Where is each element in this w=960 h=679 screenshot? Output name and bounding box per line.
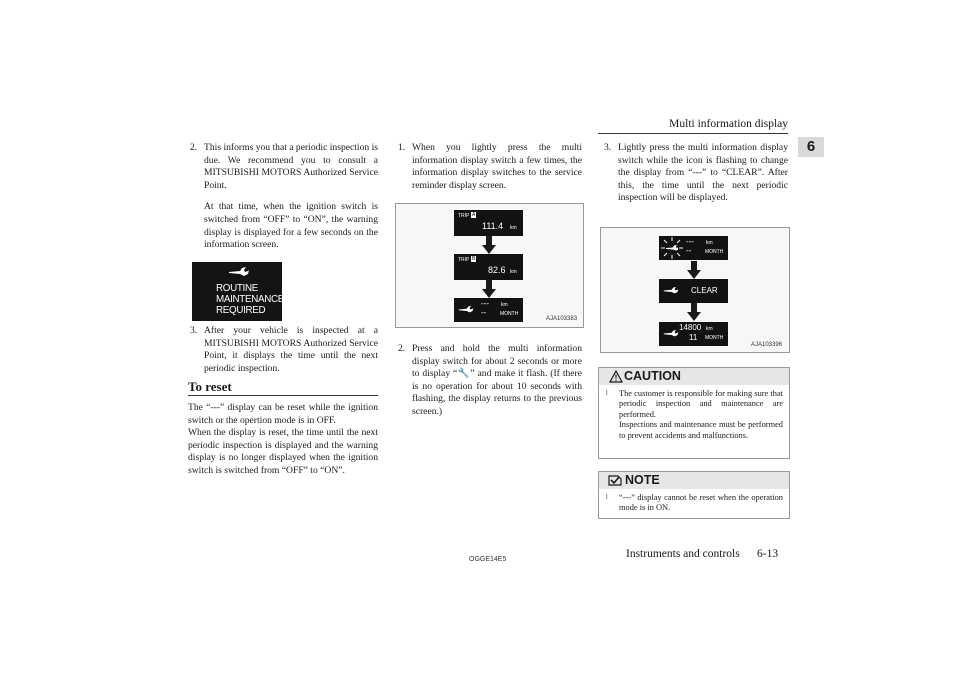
figure-code: AJA103383 <box>546 316 578 322</box>
middle-column <box>396 142 582 192</box>
wrench-icon <box>663 286 679 295</box>
month-dashes: -- <box>686 246 692 255</box>
service-reminder-screen <box>454 298 523 322</box>
note-icon <box>607 474 623 487</box>
step-number: 3. <box>190 325 198 336</box>
trip-a-value: 111.4 <box>482 221 504 231</box>
wrench-icon <box>458 305 474 314</box>
caution-title: CAUTION <box>624 369 681 383</box>
wrench-icon <box>228 266 250 278</box>
step-3 <box>188 325 378 375</box>
distance-dashes: --- <box>481 299 489 308</box>
wrench-icon <box>663 329 679 338</box>
step-text: Press and hold the multi information display switch for about 2 seconds or more to display “🔧” and make it flash. (If there is no operation for about 10 seconds with flashing, the display returns to the previous screen.) <box>412 343 582 417</box>
arrow-down-icon <box>482 236 496 254</box>
arrow-down-icon <box>687 261 701 279</box>
caution-header <box>599 368 789 385</box>
caution-box <box>598 367 790 459</box>
footer-section: Instruments and controls <box>626 548 740 560</box>
month-dashes: -- <box>481 308 487 317</box>
maintenance-warning-screen <box>192 262 285 321</box>
right-column <box>602 142 788 205</box>
chapter-tab <box>798 137 824 157</box>
km-unit: km <box>706 326 713 332</box>
flashing-wrench-icon <box>661 237 683 259</box>
warning-triangle-icon <box>609 370 623 383</box>
step-number: 1. <box>398 142 406 153</box>
step-text: Lightly press the multi information display switch while the icon is flashing to change the display from “---” to “CLEAR”. After this, the time until the next periodic inspection will be displayed. <box>618 142 788 204</box>
arrow-down-icon <box>482 280 496 298</box>
page-number: 6-13 <box>757 548 779 560</box>
trip-b-label: TRIP <box>458 257 470 263</box>
reset-paragraph-2: When the display is reset, the time until the next periodic inspection is displayed and the warning display is no longer displayed when the ignition switch is switched from “OFF” to “ON”. <box>188 427 378 476</box>
step-3 <box>602 142 788 205</box>
step-text: After your vehicle is inspected at a MITSUBISHI MOTORS Authorized Service Point, it displays the time until the next periodic inspection. <box>204 325 378 374</box>
month-unit: MONTH <box>500 311 519 317</box>
step-number: 2. <box>190 142 198 153</box>
caution-text: The customer is responsible for making sure that periodic inspection and maintenance are performed. <box>619 389 783 419</box>
warning-line-3: REQUIRED <box>216 305 266 316</box>
flashing-reminder-screen <box>659 236 728 260</box>
reset-figure <box>600 227 790 353</box>
warning-line-2: MAINTENANCE <box>216 294 285 305</box>
step-text: This informs you that a periodic inspection is due. We recommend you to consult a MITSUBISHI MOTORS Authorized Service Point. <box>204 142 378 191</box>
distance-value: 14800 <box>679 323 702 332</box>
step-text-continued: At that time, when the ignition switch is switched from “OFF” to “ON”, the warning display is displayed for a few seconds on the information screen. <box>204 201 378 251</box>
note-text: “---” display cannot be reset when the operation mode is in ON. <box>619 493 783 513</box>
running-header: Multi information display <box>669 118 788 130</box>
step-number: 3. <box>604 142 612 153</box>
clear-screen <box>659 279 728 303</box>
left-column-lower <box>188 325 378 478</box>
header-rule <box>598 133 788 134</box>
trip-b-screen <box>454 254 523 280</box>
caution-body <box>599 385 789 447</box>
arrow-down-icon <box>687 303 701 321</box>
document-code: OGGE14E5 <box>469 556 507 563</box>
step-number: 2. <box>398 343 406 354</box>
step-text: When you lightly press the multi information display switch a few times, the information display switches to the service reminder display screen. <box>412 142 582 191</box>
month-unit: MONTH <box>705 249 724 255</box>
trip-b-badge: B <box>472 256 476 262</box>
trip-a-screen <box>454 210 523 236</box>
clear-label: CLEAR <box>691 286 718 295</box>
left-column <box>188 142 378 252</box>
km-unit: km <box>706 240 713 246</box>
trip-a-badge: A <box>472 212 476 218</box>
figure-code: AJA103396 <box>751 342 783 348</box>
service-reminder-figure <box>395 203 584 328</box>
section-title: To reset <box>188 381 378 396</box>
step-2 <box>188 142 378 252</box>
note-box <box>598 471 790 519</box>
step-2 <box>396 343 582 419</box>
bullet: l <box>606 390 608 397</box>
step-1 <box>396 142 582 192</box>
months-value: 11 <box>689 333 698 342</box>
note-title: NOTE <box>625 473 660 487</box>
trip-a-unit: km <box>510 225 517 231</box>
next-inspection-screen <box>659 322 728 346</box>
middle-column-lower <box>396 343 582 419</box>
reset-paragraph-1: The “---” display can be reset while the ignition switch or the opertion mode is in OFF. <box>188 401 378 426</box>
warning-line-1: ROUTINE <box>216 283 258 294</box>
caution-text-continued: Inspections and maintenance must be performed to prevent accidents and malfunctions. <box>619 420 783 440</box>
bullet: l <box>606 494 608 501</box>
note-header <box>599 472 789 489</box>
distance-dashes: --- <box>686 237 694 246</box>
trip-a-label: TRIP <box>458 213 470 219</box>
km-unit: km <box>501 302 508 308</box>
trip-b-unit: km <box>510 269 517 275</box>
chapter-number: 6 <box>806 138 816 155</box>
trip-b-value: 82.6 <box>488 265 506 275</box>
month-unit: MONTH <box>705 335 724 341</box>
note-body <box>599 489 789 520</box>
